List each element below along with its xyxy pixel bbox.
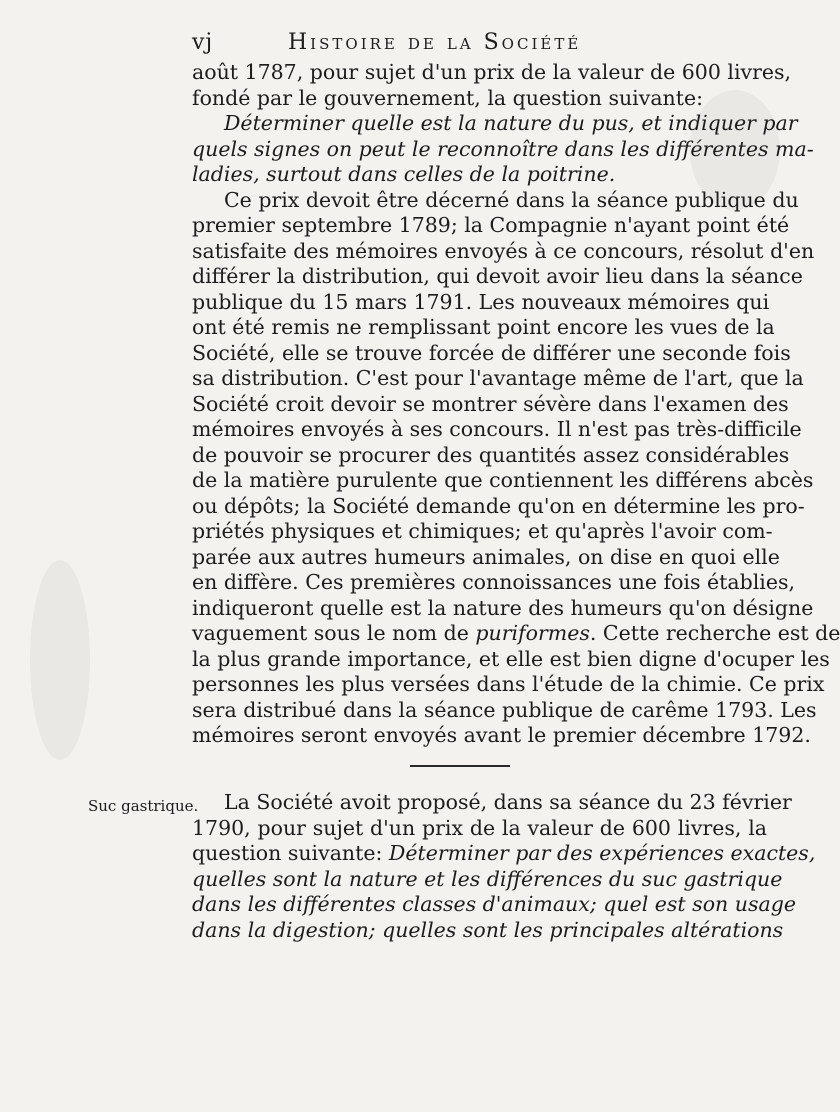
text-line: différer la distribution, qui devoit avoir lieu dans la séance xyxy=(192,264,803,288)
text-line: de pouvoir se procurer des quantités assez considérables xyxy=(192,442,790,467)
section-suc-gastrique xyxy=(192,790,816,943)
text-line: en diffère. Ces premières connoissances une fois établies, xyxy=(192,570,796,594)
margin-note: Suc gastrique. xyxy=(88,797,199,815)
text-line: personnes les plus versées dans l'étude de la chimie. Ce prix xyxy=(192,672,825,696)
text-italic: puriformes xyxy=(475,621,590,645)
text-line: La Société avoit proposé, dans sa séance du 23 février xyxy=(224,790,792,814)
text-line: premier septembre 1789; la Compagnie n'ayant point été xyxy=(192,213,790,237)
text-line: mémoires seront envoyés avant le premier décembre 1792. xyxy=(192,723,811,747)
text-line: priétés physiques et chimiques; et qu'après l'avoir com- xyxy=(192,519,773,543)
text-line: quelles sont la nature et les différences du suc gastrique xyxy=(192,866,783,891)
text-roman: question suivante: xyxy=(192,841,389,865)
paper-stain xyxy=(30,560,90,760)
text-line: sa distribution. C'est pour l'avantage même de l'art, que la xyxy=(192,366,804,390)
text-line: Ce prix devoit être décerné dans la séance publique du xyxy=(224,187,799,212)
running-title: Histoire de la Société xyxy=(288,30,582,55)
text-line: 1790, pour sujet d'un prix de la valeur de 600 livres, la xyxy=(192,815,767,840)
text-line xyxy=(192,621,840,647)
text-line: quels signes on peut le reconnoître dans les différentes ma- xyxy=(192,136,814,161)
text-line: Société, elle se trouve forcée de différer une seconde fois xyxy=(192,340,791,365)
text-line: Société croit devoir se montrer sévère dans l'examen des xyxy=(192,391,789,416)
text-line: indiqueront quelle est la nature des humeurs qu'on désigne xyxy=(192,595,814,620)
text-line: ont été remis ne remplissant point encore les vues de la xyxy=(192,315,775,339)
text-line xyxy=(192,841,816,867)
text-line: mémoires envoyés à ses concours. Il n'est pas très-difficile xyxy=(192,417,802,441)
section-divider xyxy=(410,765,510,767)
page-number: vj xyxy=(192,30,214,55)
text-line: dans la digestion; quelles sont les principales altérations xyxy=(192,917,784,942)
text-line: de la matière purulente que contiennent les différens abcès xyxy=(192,468,814,492)
text-roman: . Cette recherche est de xyxy=(589,621,840,645)
text-line: Déterminer quelle est la nature du pus, et indiquer par xyxy=(224,111,798,135)
text-line: parée aux autres humeurs animales, on dise en quoi elle xyxy=(192,544,780,569)
text-italic: Déterminer par des expériences exactes, xyxy=(388,841,816,865)
text-line: fondé par le gouvernement, la question suivante: xyxy=(192,85,704,110)
text-line: août 1787, pour sujet d'un prix de la valeur de 600 livres, xyxy=(192,60,792,84)
text-line: la plus grande importance, et elle est bien digne d'ocuper les xyxy=(192,646,830,671)
text-line: publique du 15 mars 1791. Les nouveaux mémoires qui xyxy=(192,289,770,314)
section-pus xyxy=(192,60,840,749)
text-line: dans les différentes classes d'animaux; quel est son usage xyxy=(192,892,796,916)
text-line: ladies, surtout dans celles de la poitrine. xyxy=(192,162,616,186)
text-line: satisfaite des mémoires envoyés à ce concours, résolut d'en xyxy=(192,238,815,263)
text-line: ou dépôts; la Société demande qu'on en détermine les pro- xyxy=(192,493,805,518)
text-roman: vaguement sous le nom de xyxy=(192,621,476,645)
text-line: sera distribué dans la séance publique de carême 1793. Les xyxy=(192,697,817,722)
